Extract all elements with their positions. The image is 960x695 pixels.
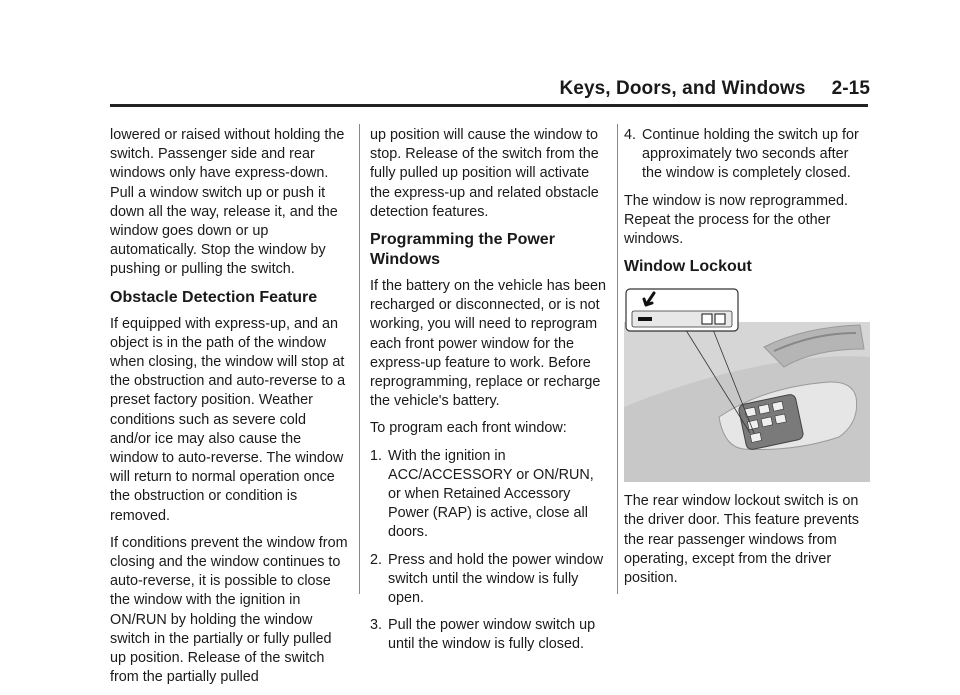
- paragraph-continued: lowered or raised without holding the switch. Passenger side and rear windows only have express-down. Pull a window switch up or push it down all the way, release it, and the window goes down or up automatically. Stop the window by pushing or pulling the switch.: [110, 127, 345, 278]
- step-text: With the ignition in ACC/ACCESSORY or ON/RUN, or when Retained Accessory Power (RAP) is active, close all doors.: [388, 447, 594, 541]
- window-icon: [715, 314, 725, 324]
- window-lockout-illustration: [624, 287, 870, 482]
- step-text: Pull the power window switch up until the window is fully closed.: [388, 617, 596, 653]
- step-item: [370, 616, 610, 654]
- paragraph-obstacle-2: If conditions prevent the window from closing and the window continues to auto-reverse, it is possible to close the window with the ignition in ON/RUN by holding the window switch in the partially or fully pulled up position. Release of the switch from the partially pulled: [110, 534, 348, 686]
- paragraph-lockout: The rear window lockout switch is on the driver door. This feature prevents the rear passenger windows from operating, except from the driver position.: [624, 493, 859, 587]
- paragraph-programming-2: To program each front window:: [370, 420, 567, 437]
- step-number: 3.: [370, 617, 383, 634]
- paragraph-continued-2: up position will cause the window to stop. Release of the switch from the fully pulled up position will activate the express-up and related obstacle detection features.: [370, 127, 599, 220]
- paragraph-reprogrammed: The window is now reprogrammed. Repeat the process for the other windows.: [624, 192, 848, 248]
- window-switch: [758, 404, 769, 414]
- page-header: [559, 78, 870, 100]
- window-switch: [761, 417, 772, 427]
- window-switch: [775, 414, 786, 424]
- column-divider-2: [617, 124, 618, 594]
- paragraph-obstacle-1: If equipped with express-up, and an object is in the path of the window when closing, the window will stop at the obstruction and auto-reverse to a preset factory position. Weather conditions such as severe cold and/or ice may also cause the window to auto-reverse. The window will return to normal operation once the obstruction or condition is removed.: [110, 315, 346, 524]
- lockout-switch: [750, 433, 761, 443]
- step-text: Press and hold the power window switch until the window is fully open.: [388, 551, 604, 607]
- door-panel-drawing: [624, 287, 870, 482]
- column-1: [110, 126, 350, 695]
- step-item: [370, 447, 610, 543]
- lockout-button: [638, 317, 652, 321]
- window-switch: [772, 401, 783, 411]
- paragraph-programming-1: If the battery on the vehicle has been recharged or disconnected, or is not working, you will need to reprogram each front power window for the express-up feature to work. Before reprogramming, replace or recharge the vehicle's battery.: [370, 278, 607, 410]
- window-switch: [745, 407, 756, 417]
- column-2: [370, 126, 610, 663]
- heading-obstacle-detection: Obstacle Detection Feature: [110, 288, 318, 306]
- step-item: [624, 126, 870, 184]
- heading-window-lockout: Window Lockout: [624, 258, 752, 276]
- section-title: Keys, Doors, and Windows: [559, 78, 806, 99]
- column-divider-1: [359, 124, 360, 594]
- step-number: 2.: [370, 551, 383, 568]
- step-text: Continue holding the switch up for approximately two seconds after the window is completely closed.: [642, 127, 859, 182]
- step-item: [370, 551, 610, 609]
- step-number: 4.: [624, 127, 637, 143]
- header-rule: [110, 104, 868, 107]
- page-number: 2-15: [831, 78, 870, 99]
- step-number: 1.: [370, 447, 383, 464]
- heading-programming: Programming the Power Windows: [370, 231, 555, 269]
- column-3: [624, 126, 870, 596]
- lock-icon: [702, 314, 712, 324]
